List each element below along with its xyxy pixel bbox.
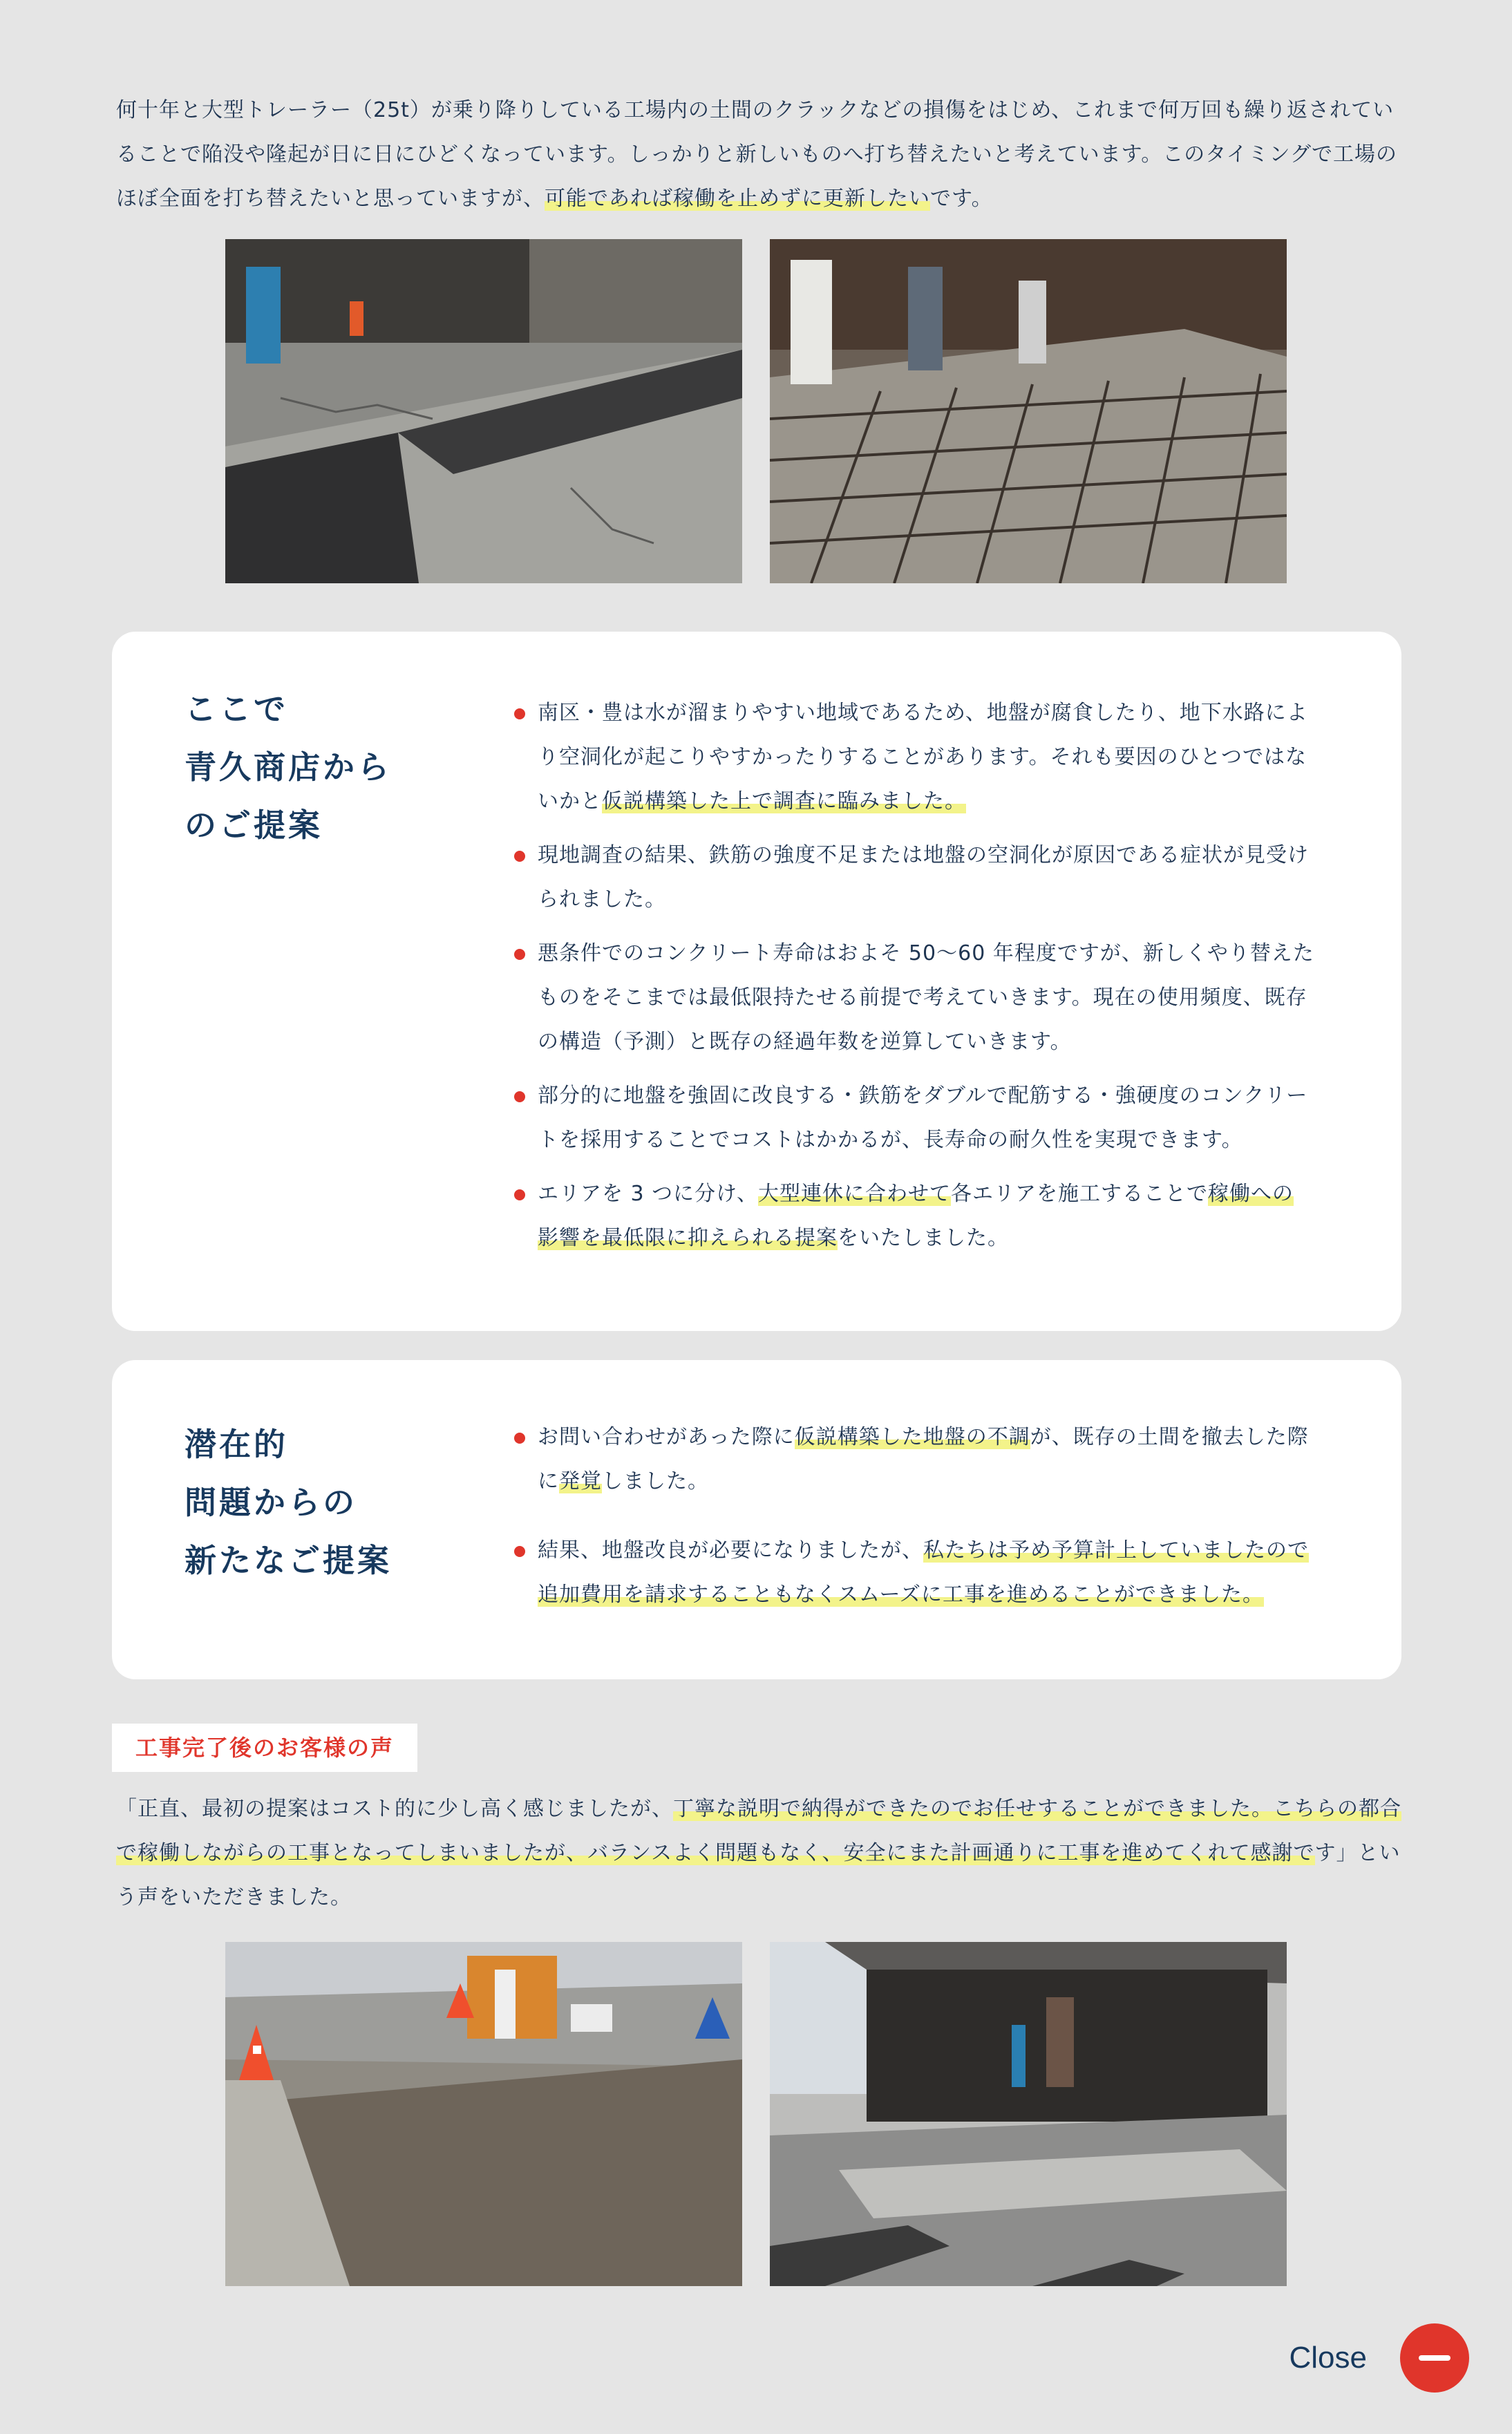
minus-icon — [1419, 2355, 1450, 2361]
list-item — [513, 932, 1314, 1064]
list-item-text: お問い合わせがあった際に — [538, 1425, 795, 1449]
bullet-dot-icon — [514, 1433, 525, 1444]
finished-floor-photo — [770, 1942, 1287, 2286]
proposal-title-line: ここで — [185, 690, 288, 728]
latent-title-line: 潜在的 — [185, 1426, 288, 1463]
list-item — [513, 1074, 1314, 1162]
close-label[interactable]: Close — [1289, 2341, 1367, 2375]
bullet-dot-icon — [514, 949, 525, 960]
intro-highlight: 可能であれば稼働を止めずに更新したい — [545, 187, 930, 211]
list-item-highlight: 仮説構築した地盤の不調 — [794, 1425, 1030, 1449]
list-item — [513, 833, 1314, 922]
customer-voice-paragraph — [116, 1787, 1401, 1920]
list-item-text: 現地調査の結果、鉄筋の強度不足または地盤の空洞化が原因である症状が見受けられました。 — [538, 843, 1309, 912]
list-item-highlight: 発覚 — [559, 1469, 602, 1493]
list-item — [513, 691, 1314, 824]
list-item-text: 結果、地盤改良が必要になりましたが、 — [538, 1538, 923, 1563]
close-button[interactable] — [1400, 2323, 1469, 2393]
intro-text-end: です。 — [930, 187, 993, 211]
proposal-title-line: 青久商店から — [185, 748, 392, 786]
list-item — [513, 1529, 1314, 1617]
list-item-text: が、既存の土間を撤去した際に — [538, 1425, 1309, 1493]
cracked-floor-photo — [225, 239, 742, 583]
list-item-text: しました。 — [602, 1469, 709, 1493]
list-item-text: 各エリアを施工することで — [950, 1182, 1208, 1206]
list-item-text: 部分的に地盤を強固に改良する・鉄筋をダブルで配筋する・強硬度のコンクリートを採用することでコストはかかるが、長寿命の耐久性を実現できます。 — [538, 1084, 1308, 1152]
voice-highlight: 丁寧な説明で納得ができたのでお任せすることができました。こちらの都合で稼働しながらの工事となってしまいましたが、バランスよく問題もなく、安全にまた計画通りに工事を進めてくれて感謝で — [116, 1797, 1401, 1865]
intro-paragraph — [116, 88, 1401, 221]
proposal-title — [185, 680, 392, 854]
voice-text-end: す」という声をいただきました。 — [116, 1841, 1401, 1909]
voice-text: 「正直、最初の提案はコスト的に少し高く感じましたが、 — [116, 1797, 673, 1821]
bullet-dot-icon — [514, 1091, 525, 1102]
list-item-text: 南区・豊は水が溜まりやすい地域であるため、地盤が腐食したり、地下水路により空洞化が起こりやすかったりすることがあります。それも要因のひとつではないかと — [538, 701, 1308, 813]
latent-problem-card — [112, 1360, 1401, 1679]
latent-list — [513, 1415, 1314, 1617]
rebar-concrete-work-photo — [770, 239, 1287, 583]
intro-text: 何十年と大型トレーラー（25t）が乗り降りしている工場内の土間のクラックなどの損傷をはじめ、これまで何万回も繰り返されていることで陥没や隆起が日に日にひどくなっています。しっかりと新しいものへ打ち替えたいと考えています。このタイミングで工場のほぼ全面を打ち替えたいと思っていますが、 — [116, 98, 1397, 211]
proposal-list — [513, 691, 1314, 1261]
bullet-dot-icon — [514, 1189, 525, 1200]
list-item — [513, 1415, 1314, 1504]
close-control[interactable] — [1289, 2323, 1470, 2393]
proposal-card — [112, 632, 1401, 1331]
bullet-dot-icon — [514, 708, 525, 719]
list-item-text: エリアを 3 つに分け、 — [538, 1182, 758, 1206]
list-item — [513, 1172, 1314, 1261]
bullet-dot-icon — [514, 851, 525, 862]
proposal-title-line: のご提案 — [185, 806, 323, 844]
customer-voice-tag: 工事完了後のお客様の声 — [112, 1724, 417, 1772]
list-item-highlight: 大型連休に合わせて — [757, 1182, 951, 1206]
list-item-highlight: 仮説構築した上で調査に臨みました。 — [602, 789, 966, 813]
list-item-text: をいたしました。 — [838, 1226, 1009, 1250]
list-item-highlight: 稼働への影響を最低限に抑えられる提案 — [538, 1182, 1294, 1250]
list-item-highlight: 私たちは予め予算計上していましたので追加費用を請求することもなくスムーズに工事を進めることができました。 — [538, 1538, 1309, 1607]
latent-title-line: 新たなご提案 — [185, 1542, 392, 1579]
bullet-dot-icon — [514, 1546, 525, 1557]
latent-title-line: 問題からの — [185, 1484, 357, 1521]
latent-title — [185, 1415, 392, 1589]
excavation-work-photo — [225, 1942, 742, 2286]
list-item-text: 悪条件でのコンクリート寿命はおよそ 50〜60 年程度ですが、新しくやり替えたものをそこまでは最低限持たせる前提で考えていきます。現在の使用頻度、既存の構造（予測）と既存の経過年数を逆算していきます。 — [538, 941, 1314, 1054]
